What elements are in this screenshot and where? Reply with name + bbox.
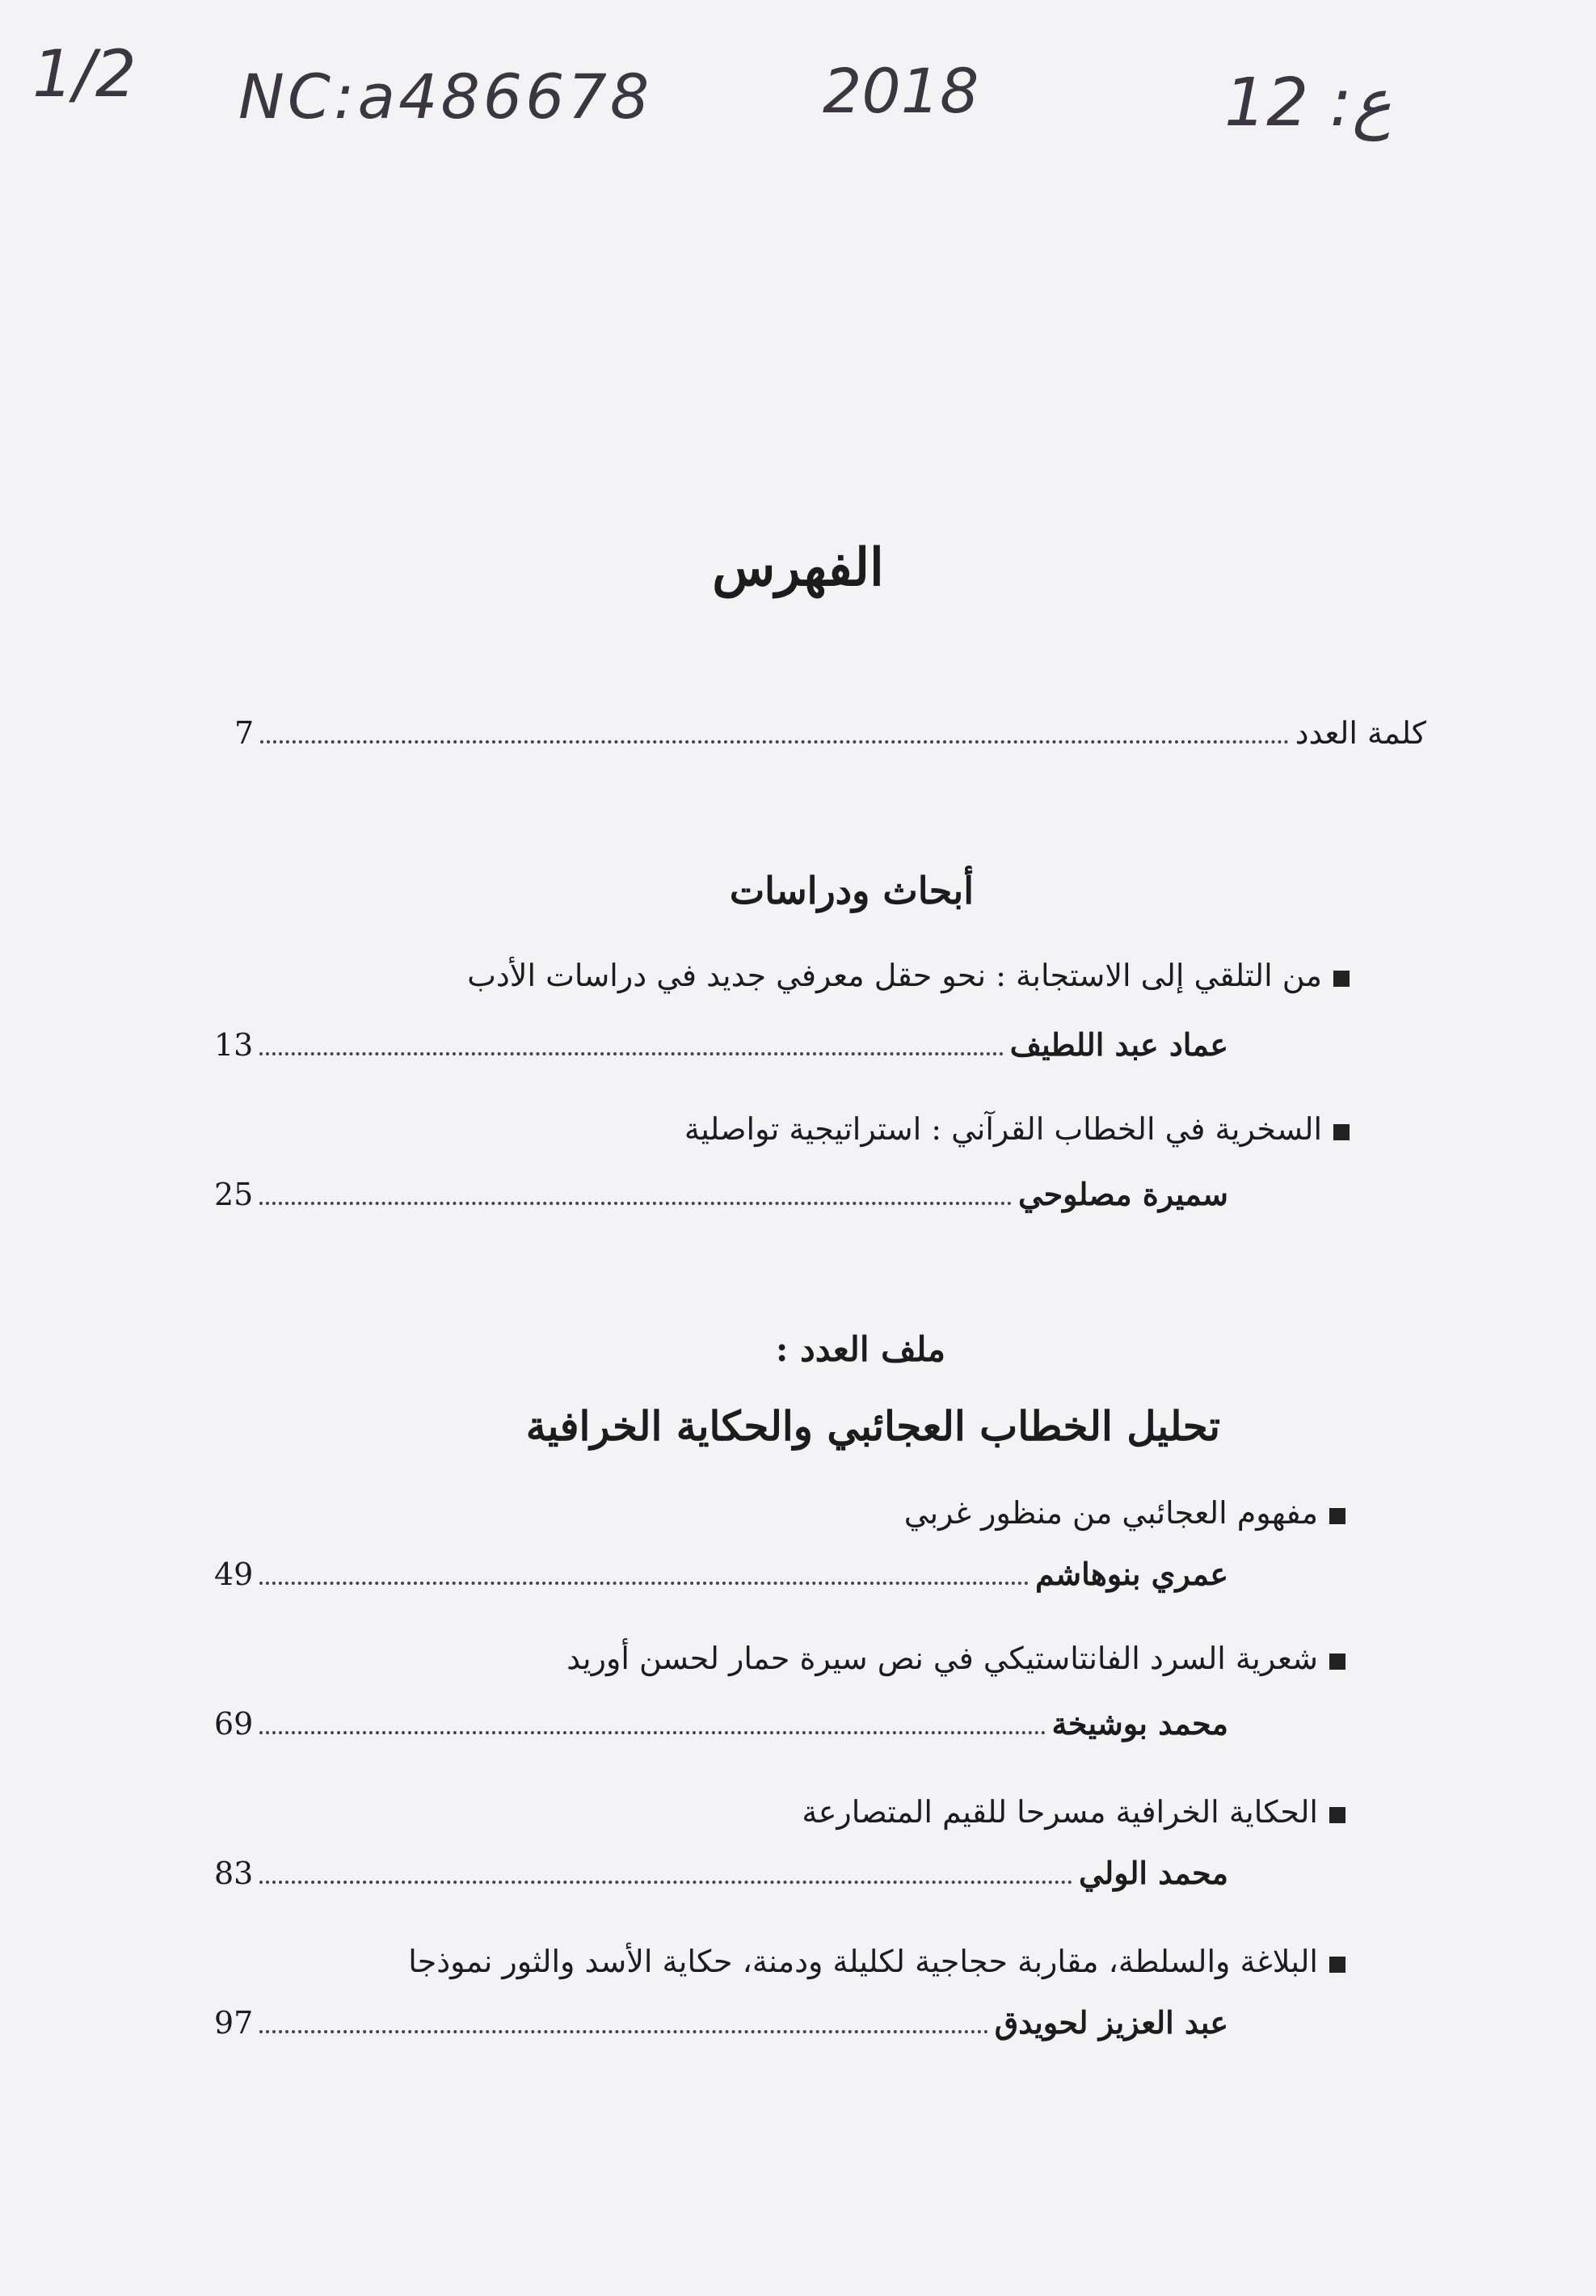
leader-dots — [259, 2030, 987, 2033]
leader-dots — [259, 1881, 1072, 1884]
handwritten-fraction: 1/2 — [32, 36, 137, 112]
page-number: 25 — [214, 1177, 254, 1212]
author-name: محمد الولي — [1078, 1855, 1228, 1891]
handwritten-year: 2018 — [823, 55, 979, 127]
article-title: البلاغة والسلطة، مقاربة حجاجية لكليلة ودمنة، حكاية الأسد والثور نموذجا — [408, 1944, 1345, 1979]
bullet-square-icon — [1329, 1508, 1345, 1524]
author-row — [214, 2004, 1228, 2041]
handwritten-issue-number: ع: 12 — [1224, 65, 1392, 141]
article-title: شعرية السرد الفانتاستيكي في نص سيرة حمار لحسن أوريد — [566, 1641, 1345, 1676]
bullet-square-icon — [1329, 1957, 1345, 1973]
article-title: الحكاية الخرافية مسرحا للقيم المتصارعة — [802, 1794, 1345, 1830]
author-row — [214, 1855, 1228, 1892]
author-row — [214, 1176, 1228, 1213]
article-title: مفهوم العجائبي من منظور غربي — [904, 1495, 1345, 1531]
author-name: عبد العزيز لحويدق — [994, 2004, 1228, 2041]
leader-dots — [259, 1731, 1045, 1734]
author-name: محمد بوشيخة — [1051, 1705, 1228, 1742]
page-number: 13 — [214, 1027, 254, 1063]
page-title: الفهرس — [712, 537, 884, 598]
author-row — [214, 1026, 1228, 1064]
dossier-title: تحليل الخطاب العجائبي والحكاية الخرافية — [525, 1402, 1220, 1450]
section-heading-research: أبحاث ودراسات — [729, 869, 974, 912]
bullet-square-icon — [1329, 1807, 1345, 1823]
editorial-row — [234, 715, 1426, 752]
author-row — [214, 1556, 1228, 1593]
author-name: سميرة مصلوحي — [1017, 1176, 1228, 1212]
author-name: عماد عبد اللطيف — [1009, 1026, 1228, 1063]
author-row — [214, 1705, 1228, 1742]
page-number: 97 — [214, 2005, 254, 2041]
article-title: من التلقي إلى الاستجابة : نحو حقل معرفي جديد في دراسات الأدب — [467, 958, 1350, 993]
leader-dots — [260, 740, 1288, 744]
bullet-square-icon — [1333, 1124, 1350, 1140]
bullet-square-icon — [1329, 1654, 1345, 1670]
leader-dots — [259, 1052, 1003, 1055]
page-number: 83 — [214, 1856, 254, 1891]
leader-dots — [259, 1582, 1029, 1585]
handwritten-catalog-code: NC:a486678 — [238, 61, 653, 133]
article-title: السخرية في الخطاب القرآني : استراتيجية تواصلية — [684, 1111, 1350, 1147]
page-number: 49 — [214, 1557, 254, 1592]
leader-dots — [259, 1202, 1012, 1205]
dossier-label: ملف العدد : — [775, 1329, 945, 1369]
editorial-label: كلمة العدد — [1295, 715, 1426, 751]
bullet-square-icon — [1333, 971, 1350, 987]
page-number: 69 — [214, 1706, 254, 1742]
author-name: عمري بنوهاشم — [1034, 1556, 1228, 1592]
page-number: 7 — [234, 715, 255, 751]
